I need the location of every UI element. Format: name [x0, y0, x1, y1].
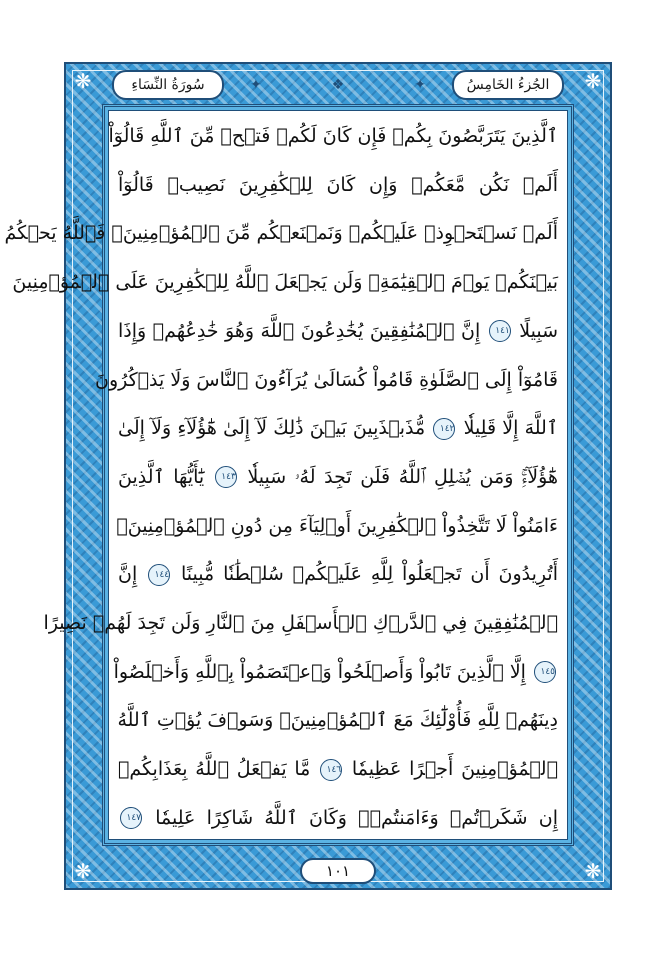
verse-text: إِن شَكَرۡتُمۡ وَءَامَنتُمۡۚ وَكَانَ ٱللَّهُ شَاكِرًا عَلِيمٗا — [155, 806, 558, 829]
corner-ornament-icon: ❋ — [584, 69, 602, 93]
ayah-number-marker: ١٤٧ — [120, 807, 142, 829]
ayah-number-marker: ١٤٤ — [148, 564, 170, 586]
page-number: ١٠١ — [300, 858, 376, 884]
juz-name: الجُزءُ الخَامِسُ — [466, 77, 550, 93]
verse-text: أَلَمۡ نَكُن مَّعَكُمۡ وَإِن كَانَ لِلۡكَٰفِرِينَ نَصِيبٞ قَالُوٓاْ — [118, 173, 558, 196]
verse-text: ٱلۡمُؤۡمِنِينَ أَجۡرًا عَظِيمٗا — [351, 758, 558, 781]
ayah-number-marker: ١٤٢ — [433, 418, 455, 440]
header-ornament — [250, 76, 426, 94]
ayah-number-marker: ١٤٦ — [320, 759, 342, 781]
corner-ornament-icon: ❋ — [584, 859, 602, 883]
verse-text: بَيۡنَكُمۡ يَوۡمَ ٱلۡقِيَٰمَةِۗ وَلَن يَجۡعَلَ ٱللَّهُ لِلۡكَٰفِرِينَ عَلَى ٱلۡمُؤۡمِنِينَ — [12, 271, 558, 294]
text-line — [118, 410, 558, 446]
ayah-number-marker: ١٤٥ — [534, 661, 556, 683]
verse-text: ءَامَنُواْ لَا تَتَّخِذُواْ ٱلۡكَٰفِرِينَ أَوۡلِيَآءَ مِن دُونِ ٱلۡمُؤۡمِنِينَۚ — [116, 514, 558, 537]
verse-text: مُّذَبۡذَبِينَ بَيۡنَ ذَٰلِكَ لَآ إِلَىٰ هَٰٓؤُلَآءِ وَلَآ إِلَىٰ — [118, 417, 426, 440]
text-line — [43, 605, 558, 641]
verse-text: دِينَهُمۡ لِلَّهِ فَأُوْلَٰٓئِكَ مَعَ ٱلۡمُؤۡمِنِينَۖ وَسَوۡفَ يُؤۡتِ ٱللَّهُ — [117, 709, 558, 732]
text-line — [12, 264, 558, 300]
quran-text-lines — [4, 118, 559, 836]
verse-text: مَّا يَفۡعَلُ ٱللَّهُ بِعَذَابِكُمۡ — [118, 758, 311, 781]
verse-text: يَٰٓأَيُّهَا ٱلَّذِينَ — [118, 465, 205, 488]
verse-text: ٱلۡمُنَٰفِقِينَ فِي ٱلدَّرۡكِ ٱلۡأَسۡفَلِ مِنَ ٱلنَّارِ وَلَن تَجِدَ لَهُمۡ نَصِيرًا — [43, 612, 558, 635]
text-line — [118, 459, 558, 495]
juz-name-cartouche — [452, 70, 564, 100]
text-line — [118, 800, 558, 836]
surah-name: سُورَةُ النِّسَاءِ — [131, 77, 205, 93]
verse-text: ٱللَّهَ إِلَّا قَلِيلٗا — [463, 417, 558, 440]
verse-text: إِنَّ — [118, 563, 138, 586]
text-line — [118, 556, 558, 592]
verse-text: ٱلَّذِينَ يَتَرَبَّصُونَ بِكُمۡ فَإِن كَانَ لَكُمۡ فَتۡحٞ مِّنَ ٱللَّهِ قَالُوٓاْ — [108, 125, 558, 147]
surah-name-cartouche — [112, 70, 224, 100]
text-line — [113, 654, 558, 690]
text-line — [118, 167, 558, 203]
corner-ornament-icon: ❋ — [74, 859, 92, 883]
text-line — [118, 313, 558, 349]
text-line — [108, 118, 558, 154]
verse-text: سَبِيلًا — [519, 319, 559, 342]
verse-text: إِنَّ ٱلۡمُنَٰفِقِينَ يُخَٰدِعُونَ ٱللَّهَ وَهُوَ خَٰدِعُهُمۡ وَإِذَا — [118, 319, 481, 342]
text-line — [118, 508, 558, 544]
corner-ornament-icon: ❋ — [74, 69, 92, 93]
verse-text: أَلَمۡ نَسۡتَحۡوِذۡ عَلَيۡكُمۡ وَنَمۡنَعۡكُم مِّنَ ٱلۡمُؤۡمِنِينَۚ فَٱللَّهُ يَحۡكُمُ — [4, 222, 558, 245]
ornament-icon: ✦ — [250, 77, 262, 93]
verse-text: هَٰٓؤُلَآءِۚ وَمَن يُضۡلِلِ ٱللَّهُ فَلَن تَجِدَ لَهُۥ سَبِيلٗا — [247, 465, 558, 488]
text-line — [95, 362, 558, 398]
verse-text: أَتُرِيدُونَ أَن تَجۡعَلُواْ لِلَّهِ عَلَيۡكُمۡ سُلۡطَٰنٗا مُّبِينًا — [181, 563, 558, 586]
verse-text: إِلَّا ٱلَّذِينَ تَابُواْ وَأَصۡلَحُواْ وَٱعۡتَصَمُواْ بِٱللَّهِ وَأَخۡلَصُواْ — [113, 660, 526, 683]
text-line — [118, 702, 558, 738]
ayah-number-marker: ١٤١ — [489, 320, 511, 342]
text-line — [118, 751, 558, 787]
ayah-number-marker: ١٤٣ — [215, 466, 237, 488]
text-line — [4, 215, 558, 251]
verse-text: قَامُوٓاْ إِلَى ٱلصَّلَوٰةِ قَامُواْ كُسَالَىٰ يُرَآءُونَ ٱلنَّاسَ وَلَا يَذۡكُرُونَ — [95, 368, 558, 391]
ornament-icon: ✦ — [414, 77, 426, 93]
ornament-icon: ❖ — [331, 77, 345, 93]
